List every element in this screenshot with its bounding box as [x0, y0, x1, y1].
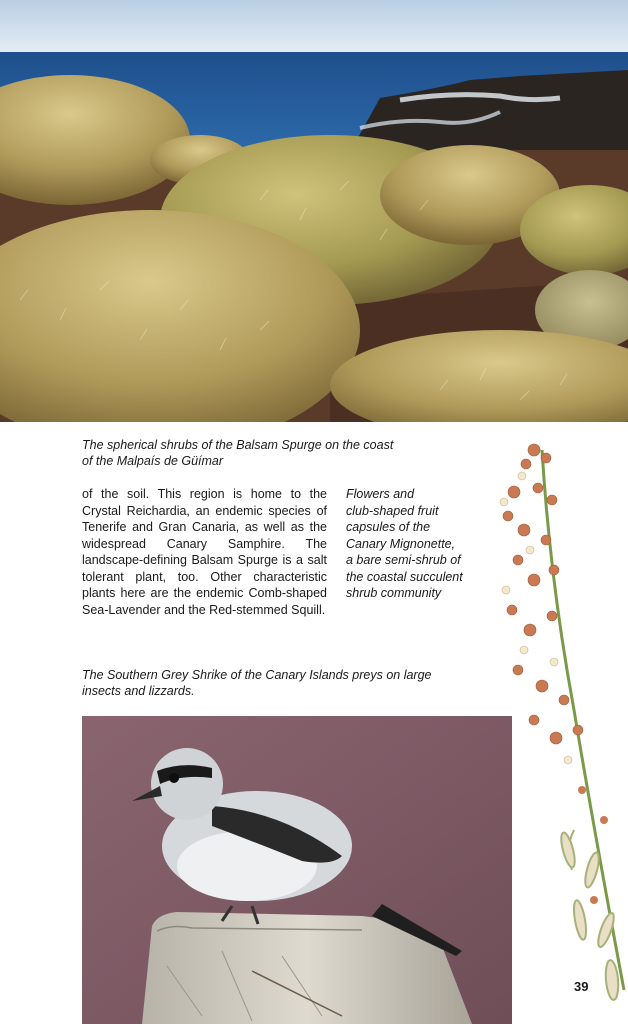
plant-caption-line: the coastal succulent — [346, 569, 463, 584]
plant-caption-line: capsules of the — [346, 520, 431, 534]
shrike-caption-line: The Southern Grey Shrike of the Canary Islands preys on large — [82, 668, 432, 682]
plant-caption — [346, 486, 496, 602]
shrike-caption-line: insects and lizzards. — [82, 684, 195, 698]
shrike-photo — [82, 716, 512, 1024]
shrike-caption — [82, 667, 502, 699]
top-photo-caption-line: of the Malpaís de Güímar — [82, 454, 224, 468]
plant-caption-line: club-shaped fruit — [346, 503, 439, 518]
mignonette-plant-illustration — [494, 430, 628, 1010]
plant-caption-line: a bare semi-shrub of — [346, 553, 461, 567]
plant-caption-line: Canary Mignonette, — [346, 536, 456, 551]
top-photo-caption — [82, 437, 492, 469]
plant-caption-line: Flowers and — [346, 487, 415, 501]
top-photo-caption-line: The spherical shrubs of the Balsam Spurge on the coast — [82, 438, 394, 452]
coastal-shrubland-photo — [0, 0, 628, 422]
body-paragraph: of the soil. This region is home to the Crystal Reichardia, an endemic species of Tenerife and Gran Canaria, as well as the widespread Canary Samphire. The landscape-defining Balsam Spurge is a salt tolerant plant, too. Other characteristic plants here are the endemic Comb-shaped Sea-Lavender and the Red-stemmed Squill. — [82, 487, 327, 617]
page-number: 39 — [574, 979, 589, 994]
plant-caption-line: shrub community — [346, 586, 442, 600]
